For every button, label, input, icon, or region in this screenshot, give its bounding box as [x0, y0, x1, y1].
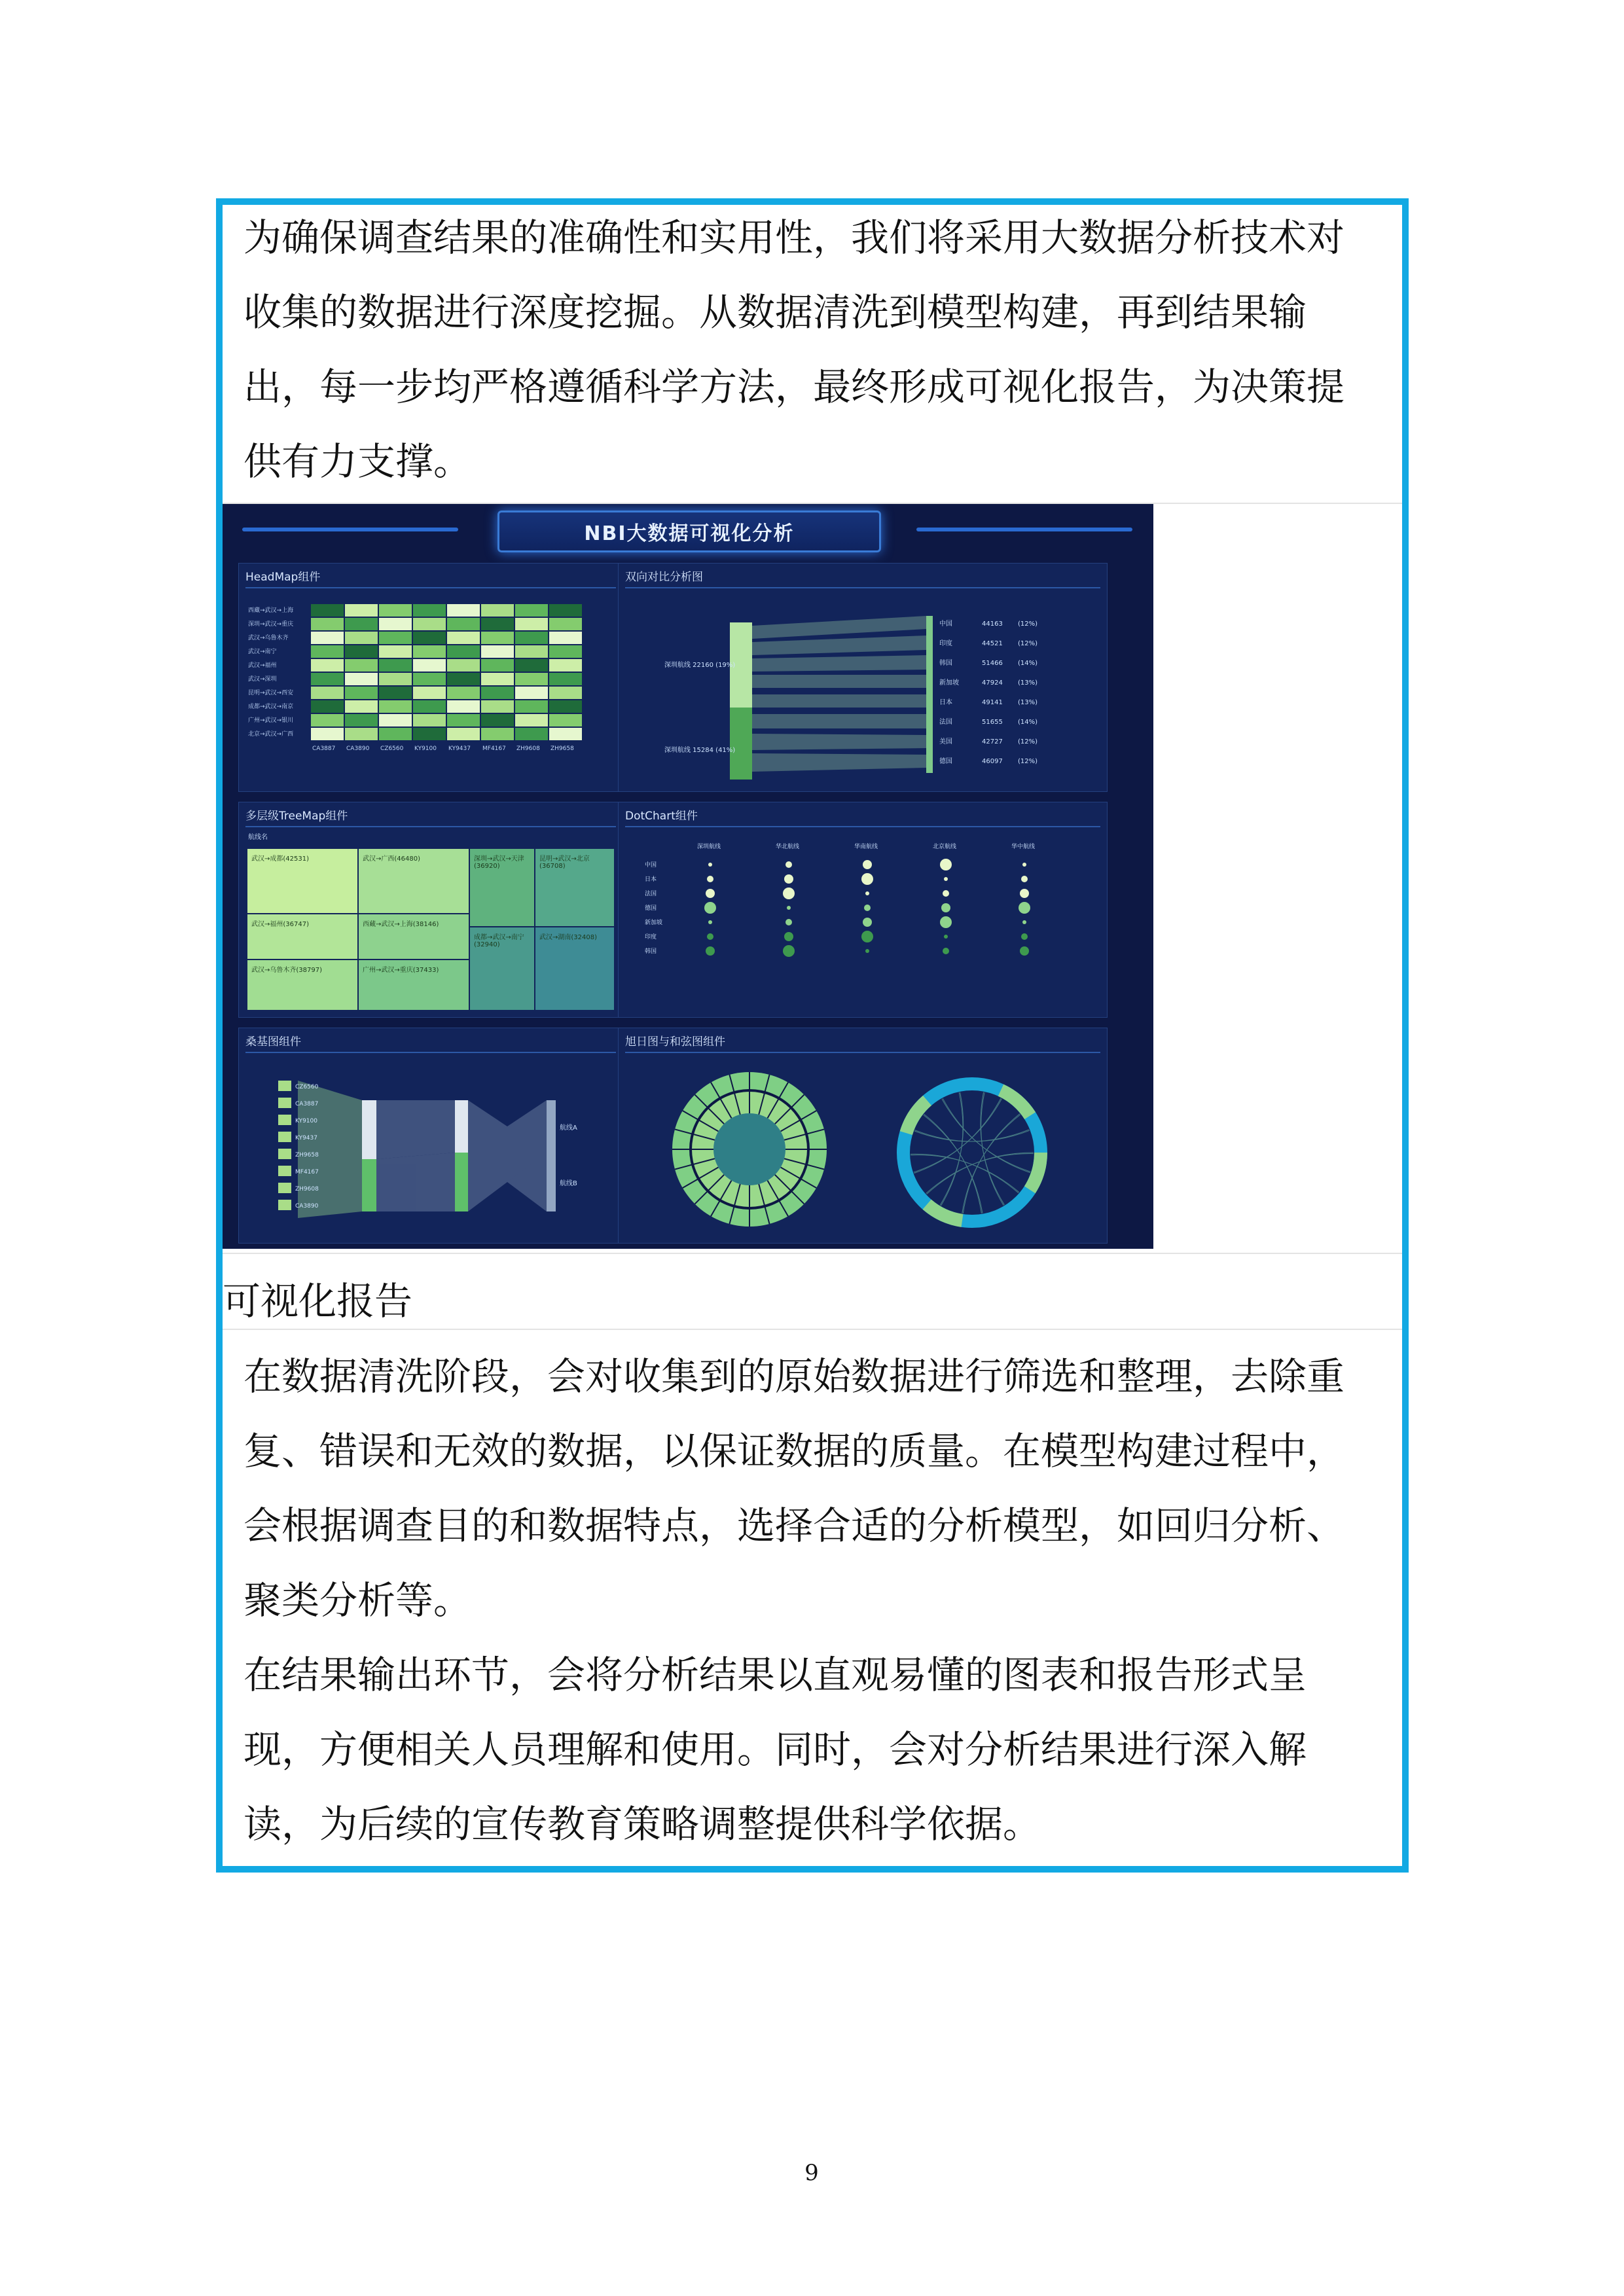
bidirectional-label: (12%) [1018, 640, 1038, 647]
legend-swatch [278, 1098, 291, 1108]
right-bar [926, 616, 933, 773]
legend-label: CZ6560 [295, 1084, 319, 1090]
dot [1021, 933, 1028, 940]
dot-col-label: 华中航线 [1011, 844, 1036, 850]
treemap-panel [238, 802, 623, 1018]
dot [1022, 863, 1026, 867]
dot [940, 859, 952, 870]
heatmap-cell [515, 673, 548, 685]
legend-label: CA3887 [295, 1101, 319, 1107]
chord-diagram [903, 1084, 1041, 1221]
heatmap-cell [447, 673, 480, 685]
dot [863, 918, 872, 927]
heatmap-cell [447, 687, 480, 699]
heatmap-cell [311, 728, 344, 740]
bidirectional-title: 双向对比分析图 [625, 567, 1100, 588]
dot [861, 931, 873, 942]
heatmap-cell [481, 687, 514, 699]
title-decoration [242, 528, 458, 531]
heatmap-row-label: 武汉→福州 [248, 662, 277, 669]
legend-label: ZH9658 [295, 1152, 319, 1158]
heatmap-cell [549, 632, 582, 644]
heatmap-cell [311, 618, 344, 630]
dot-col-label: 深圳航线 [697, 844, 721, 850]
dot [704, 902, 716, 914]
heatmap-cell [345, 728, 378, 740]
bidirectional-label: 美国 [939, 738, 952, 745]
bidirectional-label: (13%) [1018, 679, 1038, 687]
heatmap-title: HeadMap组件 [245, 567, 616, 588]
sankey-node [455, 1100, 468, 1153]
legend-label: KY9100 [295, 1118, 317, 1124]
dot [865, 891, 869, 895]
heatmap-cell [345, 700, 378, 713]
sunburst-panel [618, 1028, 1108, 1244]
sankey-node [362, 1100, 376, 1159]
dot [783, 888, 795, 899]
heatmap-cell [379, 687, 412, 699]
treemap-cell: 西藏→武汉→上海(38146) [358, 914, 469, 960]
heatmap-cell [413, 632, 446, 644]
intro-line: 为确保调查结果的准确性和实用性，我们将采用大数据分析技术对 [244, 215, 1345, 260]
heatmap-cell [515, 687, 548, 699]
heatmap-cell [549, 700, 582, 713]
heatmap-cell [481, 673, 514, 685]
heatmap-cell [311, 673, 344, 685]
heatmap-cell [549, 645, 582, 658]
heatmap-panel [238, 563, 623, 792]
heatmap-cell [481, 618, 514, 630]
heatmap-cell [481, 645, 514, 658]
heatmap-cell [549, 618, 582, 630]
bidirectional-label: 德国 [939, 758, 952, 765]
heatmap-cell [311, 714, 344, 726]
right-labels [939, 619, 1038, 765]
chord [927, 1153, 1034, 1194]
bidirectional-label: 中国 [939, 620, 952, 628]
intro-paragraph [244, 200, 1369, 499]
paragraph-line: 现，方便相关人员理解和使用。同时，会对分析结果进行深入解 [244, 1727, 1307, 1772]
heatmap-cell [447, 714, 480, 726]
heatmap-cell [379, 673, 412, 685]
heatmap-cell [413, 700, 446, 713]
dot [1019, 902, 1030, 914]
legend-label: KY9437 [295, 1135, 317, 1141]
sankey-node [362, 1159, 376, 1211]
bidirectional-label: 法国 [939, 719, 952, 726]
heatmap-cell [447, 659, 480, 672]
sankey-node [455, 1153, 468, 1211]
dashboard-image [223, 504, 1153, 1249]
dot [783, 945, 795, 957]
heatmap-cell [379, 728, 412, 740]
left-label: 深圳航线 22160 (19%) [664, 662, 736, 669]
heatmap-cell [345, 687, 378, 699]
heatmap-cell [311, 687, 344, 699]
bidirectional-label: (12%) [1018, 620, 1038, 628]
title-decoration [916, 528, 1132, 531]
heatmap-row-label: 广州→武汉→银川 [248, 717, 294, 724]
treemap-cell: 昆明→武汉→北京(36708) [535, 848, 615, 927]
heatmap-cell [379, 700, 412, 713]
heatmap-cell [549, 659, 582, 672]
bidirectional-label: (12%) [1018, 738, 1038, 745]
dot [707, 876, 713, 882]
heatmap-cell [515, 659, 548, 672]
dot [943, 948, 949, 954]
sankey-panel [238, 1028, 623, 1244]
dot [864, 905, 871, 911]
heatmap-cell [549, 714, 582, 726]
chord [963, 1114, 1020, 1213]
dot-col-label: 北京航线 [933, 844, 957, 850]
heatmap-cell [311, 632, 344, 644]
heatmap-cell [311, 645, 344, 658]
dot-col-label: 华南航线 [854, 844, 878, 850]
paragraph-line: 读，为后续的宣传教育策略调整提供科学依据。 [244, 1802, 1041, 1846]
sankey-right-label: 航线A [560, 1124, 577, 1132]
legend-label: CA3890 [295, 1203, 319, 1210]
dot [787, 906, 791, 910]
dashboard-title: NBI大数据可视化分析 [497, 511, 881, 552]
heatmap-cell [549, 687, 582, 699]
heatmap-cell [481, 700, 514, 713]
treemap-title: 多层级TreeMap组件 [245, 806, 616, 827]
heatmap-cell [379, 604, 412, 617]
table-divider [223, 1329, 1402, 1330]
heatmap-cell [345, 632, 378, 644]
heatmap-cell [413, 604, 446, 617]
dot-row-label: 日本 [645, 876, 657, 883]
heatmap-cell [413, 659, 446, 672]
legend-swatch [278, 1115, 291, 1125]
dot [1020, 946, 1029, 956]
heatmap-cell [345, 618, 378, 630]
treemap-cell: 武汉→湖南(32408) [535, 927, 615, 1011]
heatmap-cell [481, 604, 514, 617]
heatmap-col-label: MF4167 [482, 745, 506, 752]
heatmap-col-label: CA3890 [346, 745, 370, 752]
sunburst [672, 1072, 827, 1227]
heatmap-row-label: 成都→武汉→南京 [248, 704, 294, 710]
dot-row-label: 法国 [645, 891, 657, 897]
heatmap-cell [515, 645, 548, 658]
heatmap-cell [345, 604, 378, 617]
sankey-right-label: 航线B [560, 1180, 577, 1187]
heatmap-cell [481, 728, 514, 740]
heatmap-grid [239, 564, 624, 793]
sankey-title: 桑基图组件 [245, 1032, 616, 1053]
heatmap-row-label: 深圳→武汉→重庆 [248, 621, 294, 628]
flow-bands [752, 616, 926, 772]
dot [944, 877, 948, 881]
heatmap-cell [413, 728, 446, 740]
dot [1022, 920, 1026, 924]
heatmap-cell [345, 714, 378, 726]
left-label: 深圳航线 15284 (41%) [664, 747, 736, 754]
legend-swatch [278, 1081, 291, 1091]
dot [784, 932, 793, 941]
cleaning-paragraph [244, 1339, 1369, 1861]
sunburst-chord-chart [619, 1054, 1108, 1244]
heatmap-cell [481, 659, 514, 672]
bidirectional-label: 新加坡 [939, 679, 959, 687]
heatmap-col-label: ZH9608 [516, 745, 540, 752]
bidirectional-chart [619, 590, 1108, 786]
chord [940, 1092, 964, 1206]
heatmap-cell [515, 728, 548, 740]
bidirectional-label: (14%) [1018, 660, 1038, 667]
treemap-cell: 武汉→广西(46480) [358, 848, 469, 914]
dot [863, 860, 872, 869]
heatmap-cell [379, 618, 412, 630]
left-bar-bottom [730, 708, 752, 780]
dot [865, 949, 869, 953]
bidirectional-label: 日本 [939, 699, 952, 706]
heatmap-cell [379, 645, 412, 658]
intro-line: 供有力支撑。 [244, 439, 472, 484]
treemap-cell: 成都→武汉→南宁(32940) [469, 927, 535, 1011]
legend-swatch [278, 1132, 291, 1142]
heatmap-cell [447, 618, 480, 630]
bidirectional-label: 印度 [939, 640, 952, 647]
dot-row-label: 韩国 [645, 948, 657, 955]
sunburst-center [713, 1113, 785, 1185]
bidirectional-label: (14%) [1018, 719, 1038, 726]
bidirectional-label: (12%) [1018, 758, 1038, 765]
heatmap-cell [447, 728, 480, 740]
heatmap-cell [481, 714, 514, 726]
treemap-cell: 广州→武汉→重庆(37433) [358, 960, 469, 1011]
legend-swatch [278, 1149, 291, 1159]
heatmap-cell [413, 645, 446, 658]
heatmap-cell [311, 659, 344, 672]
chord [915, 1130, 1030, 1141]
heatmap-cell [515, 700, 548, 713]
chord [981, 1092, 1003, 1206]
heatmap-cell [379, 632, 412, 644]
dot [708, 863, 712, 867]
sankey-node [547, 1100, 556, 1153]
dot [944, 935, 948, 939]
heatmap-col-label: CA3887 [312, 745, 336, 752]
legend-swatch [278, 1166, 291, 1176]
heatmap-cell [447, 632, 480, 644]
figure-caption: 可视化报告 [223, 1279, 413, 1323]
heatmap-row-label: 武汉→深圳 [248, 676, 277, 683]
bidirectional-label: 51466 [982, 660, 1003, 667]
dot-row-label: 中国 [645, 862, 657, 869]
intro-line: 出，每一步均严格遵循科学方法，最终形成可视化报告，为决策提 [244, 365, 1345, 409]
legend-label: MF4167 [295, 1169, 319, 1175]
heatmap-cell [549, 673, 582, 685]
chord-links [911, 1092, 1034, 1213]
dot [707, 933, 713, 940]
dot [784, 874, 793, 884]
chord [924, 1114, 982, 1213]
heatmap-row-label: 西藏→武汉→上海 [248, 607, 294, 614]
chord [942, 1099, 1030, 1172]
heatmap-row-label: 武汉→乌鲁木齐 [248, 635, 289, 641]
bidirectional-label: 47924 [982, 679, 1003, 687]
dot-row-label: 新加坡 [645, 920, 663, 926]
dotchart-panel [618, 802, 1108, 1018]
heatmap-cell [311, 604, 344, 617]
heatmap-cell [447, 604, 480, 617]
heatmap-cell [413, 714, 446, 726]
bidirectional-label: 49141 [982, 699, 1003, 706]
dot-row-label: 德国 [645, 905, 657, 912]
bidirectional-panel [618, 563, 1108, 792]
heatmap-col-label: CZ6560 [380, 745, 404, 752]
paragraph-line: 在结果输出环节，会将分析结果以直观易懂的图表和报告形式呈 [244, 1653, 1307, 1697]
treemap-header: 航线名 [248, 834, 268, 841]
bidirectional-label: 42727 [982, 738, 1003, 745]
treemap-cell: 深圳→武汉→天津(36920) [469, 848, 535, 927]
legend-swatch [278, 1200, 291, 1210]
heatmap-cell [447, 645, 480, 658]
legend-label: ZH9608 [295, 1186, 319, 1193]
bidirectional-label: 韩国 [939, 660, 952, 667]
dot [706, 946, 715, 956]
dot [785, 919, 792, 925]
dot [708, 920, 712, 924]
dot [941, 903, 950, 912]
dot [1021, 876, 1028, 882]
heatmap-cell [311, 700, 344, 713]
bidirectional-label: 44521 [982, 640, 1003, 647]
heatmap-cell [379, 659, 412, 672]
heatmap-col-label: ZH9658 [550, 745, 574, 752]
dot-row-label: 印度 [645, 934, 657, 941]
sankey-chart [239, 1054, 624, 1244]
paragraph-line: 在数据清洗阶段，会对收集到的原始数据进行筛选和整理，去除重 [244, 1354, 1345, 1399]
dot [785, 861, 792, 868]
dot [706, 889, 715, 898]
dotchart-title: DotChart组件 [625, 806, 1100, 827]
dot [943, 890, 949, 897]
dot [1020, 889, 1029, 898]
heatmap-row-label: 昆明→武汉→西安 [248, 690, 294, 696]
heatmap-cell [549, 728, 582, 740]
heatmap-cell [413, 673, 446, 685]
paragraph-line: 复、错误和无效的数据，以保证数据的质量。在模型构建过程中， [244, 1429, 1345, 1473]
chord [981, 1092, 1005, 1205]
chord [941, 1092, 963, 1206]
heatmap-cell [345, 659, 378, 672]
paragraph-line: 聚类分析等。 [244, 1578, 472, 1623]
heatmap-cell [413, 618, 446, 630]
heatmap-cell [379, 714, 412, 726]
heatmap-row-label: 武汉→南宁 [248, 649, 277, 655]
heatmap-cell [413, 687, 446, 699]
legend-swatch [278, 1183, 291, 1193]
dot [861, 873, 873, 885]
heatmap-cell [515, 714, 548, 726]
heatmap-col-label: KY9100 [414, 745, 437, 752]
heatmap-cell [515, 618, 548, 630]
heatmap-col-label: KY9437 [448, 745, 471, 752]
page-number: 9 [804, 2160, 819, 2186]
dot-chart [619, 829, 1108, 1018]
paragraph-line: 会根据调查目的和数据特点，选择合适的分析模型，如回归分析、 [244, 1503, 1345, 1548]
heatmap-cell [481, 632, 514, 644]
sankey-node [547, 1153, 556, 1211]
treemap-cell: 武汉→成都(42531) [247, 848, 358, 914]
table-divider [223, 1253, 1402, 1254]
intro-line: 收集的数据进行深度挖掘。从数据清洗到模型构建，再到结果输 [244, 290, 1307, 334]
bidirectional-label: 46097 [982, 758, 1003, 765]
heatmap-cell [447, 700, 480, 713]
bidirectional-label: (13%) [1018, 699, 1038, 706]
dot-col-label: 华北航线 [776, 844, 800, 850]
bidirectional-label: 44163 [982, 620, 1003, 628]
heatmap-cell [345, 673, 378, 685]
dot [940, 916, 952, 928]
heatmap-cell [549, 604, 582, 617]
heatmap-cell [515, 604, 548, 617]
treemap-cell: 武汉→福州(36747) [247, 914, 358, 960]
sunburst-title: 旭日图与和弦图组件 [625, 1032, 1100, 1053]
bidirectional-label: 51655 [982, 719, 1003, 726]
treemap-cell: 武汉→乌鲁木齐(38797) [247, 960, 358, 1011]
heatmap-cell [515, 632, 548, 644]
heatmap-row-label: 北京→武汉→广西 [248, 731, 294, 738]
heatmap-cell [345, 645, 378, 658]
